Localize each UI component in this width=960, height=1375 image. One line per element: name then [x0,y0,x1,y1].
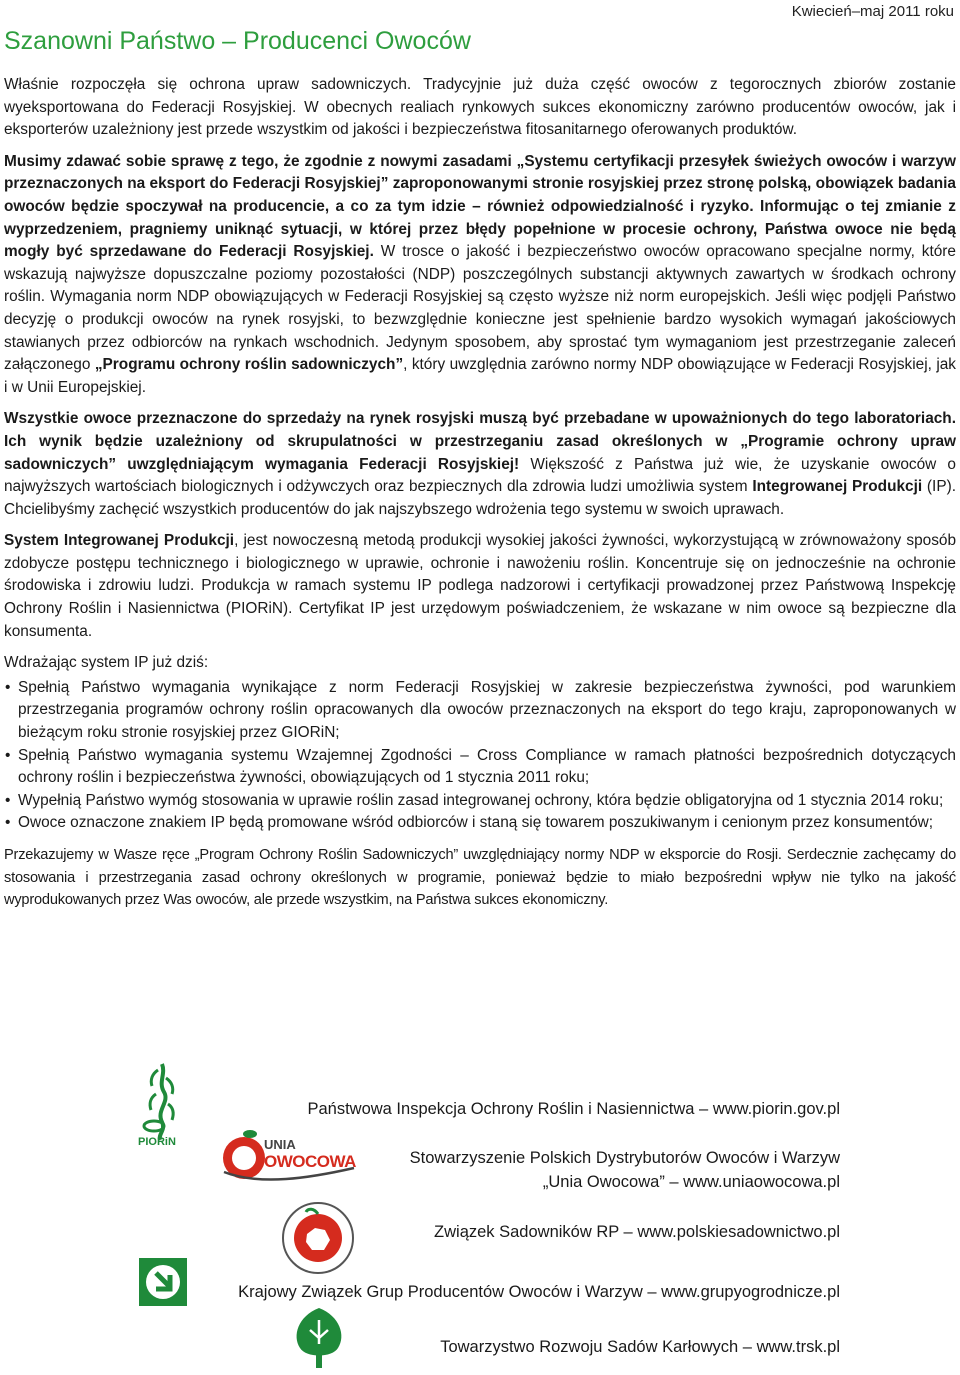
org-unia-owocowa-url: „Unia Owocowa” – www.uniaowocowa.pl [542,1173,840,1191]
ndp-text: W trosce o jakość i bezpieczeństwo owoców opracowano specjalne normy, które wskazują najwyższe dopuszczalne poziomy pozostałości (NDP) poszczególnych substancji aktywnych zawartych w środkach ochrony roślin. Wymagania norm NDP obowiązujących w Federacji Rosyjskiej są często wyższe niż norm europejskich. Jeśli więc podjęli Państwo decyzję o produkcji owoców na rynek rosyjski, to bezwzględnie konieczne jest spełnienie bardzo wysokich wymagań jakościowych stawianych przez odbiorców na rynkach wschodnich. Jedynym sposobem, aby sprostać tym wymaganiom jest przestrzeganie zaleceń załączonego [4,243,956,374]
letter-body [4,74,956,921]
certification-warning: Musimy zdawać sobie sprawę z tego, że zgodnie z nowymi zasadami „Systemu certyfikacji przesyłek świeżych owoców i warzyw przeznaczonych na eksport do Federacji Rosyjskiej” zaproponowanymi stronie rosyjskiej przez stronę polską, obowiązek badania owoców będzie spoczywał na producencie, a co za tym idzie – również odpowiedzialność i ryzyko. Informując o tej zmianie z wyprzedzeniem, pragniemy uniknąć sytuacji, w której przez błędy popełnione w procesie ochrony, Państwa owoce nie będą mogły być sprzedawane do Federacji Rosyjskiej. [4,152,956,261]
trsk-logo [288,1306,350,1370]
ip-name: Integrowanej Produkcji [752,478,923,496]
paragraph-intro: Właśnie rozpoczęła się ochrona upraw sadowniczych. Tradycyjnie już duża część owoców z tegorocznych zbiorów zostanie wyeksportowana do Federacji Rosyjskiej. W obecnych realiach rynkowych sukces ekonomiczny zarówno producentów owoców, jak i eksporterów uzależniony jest przede wszystkim od jakości i bezpieczeństwa fitosanitarnego oferowanych produktów. [4,76,956,139]
zwiazek-sadownikow-logo [280,1200,356,1276]
tree-icon [288,1306,350,1370]
org-kzgpoiw-name: Krajowy Związek Grup Producentów Owoców i Warzyw – www.grupyogrodnicze.pl [238,1283,840,1301]
kzgpoiw-logo [138,1257,188,1307]
org-trsk [440,1335,840,1359]
benefits-intro: Wdrażając system IP już dziś: [4,654,209,672]
org-zwiazek-sadownikow-name: Związek Sadowników RP – www.polskiesadownictwo.pl [434,1223,840,1241]
org-trsk-name: Towarzystwo Rozwoju Sadów Karłowych – www.trsk.pl [440,1338,840,1356]
list-item: • Wypełnią Państwo wymóg stosowania w uprawie roślin zasad integrowanej ochrony, która będzie obligatoryjna od 1 stycznia 2014 roku; [4,790,956,813]
seal-icon [280,1200,356,1276]
paragraph-certification [4,151,956,400]
org-unia-owocowa [410,1146,840,1194]
list-item: • Spełnią Państwo wymagania systemu Wzajemnej Zgodności – Cross Compliance w ramach płatności bezpośrednich dotyczących ochrony roślin i bezpieczeństwa żywności, obowiązujących od 1 stycznia 2011 roku; [4,745,956,790]
ip-system-text: , jest nowoczesną metodą produkcji wysokiej jakości żywności, wykorzystującą w zrównoważony sposób zdobycze postępu technicznego i biologicznego w uprawie, ochronie i nawożeniu roślin. Koncentruje się on jednocześnie na ochronie środowiska i zdrowiu ludzi. Produkcja w ramach systemu IP podlega nadzorowi i certyfikacji prowadzonej przez Państwową Inspekcję Ochrony Roślin i Nasiennictwa (PIORiN). Certyfikat IP jest urzędowym poświadczeniem, że wskazane w nim owoce są bezpieczne dla konsumenta. [4,532,957,640]
org-unia-owocowa-name: Stowarzyszenie Polskich Dystrybutorów Owoców i Warzyw [409,1149,840,1167]
paragraph-laboratories [4,408,956,521]
list-item: • Owoce oznaczone znakiem IP będą promowane wśród odbiorców i staną się towarem poszukiwanym i cenionym przez konsumentów; [4,812,956,835]
benefits-list [4,677,956,835]
org-piorin [307,1097,840,1121]
ip-text-end: (IP). Chcielibyśmy zachęcić wszystkich producentów do jak najszybszego wdrożenia tego systemu w swoich uprawach. [4,478,957,518]
paragraph-ip-system [4,530,956,643]
ndp-text-end: , który uwzględnia zarówno normy NDP obowiązujące w Federacji Rosyjskiej, jak i w Unii Europejskiej. [4,356,956,396]
organizations-section [0,1090,960,1370]
letter-title: Szanowni Państwo – Producenci Owoców [4,27,471,55]
unia-owocowa-logo [220,1128,355,1184]
arrow-emblem-icon [138,1257,188,1307]
piorin-logo-text: PIORiN [138,1136,176,1148]
list-item: • Spełnią Państwo wymagania wynikające z norm Federacji Rosyjskiej w zakresie bezpieczeństwa żywności, pod warunkiem przestrzegania programów ochrony roślin opracowanych dla owoców przeznaczonych na eksport do tego kraju, zaproponowanych w bieżącym roku stronie rosyjskiej przez GIORiN; [4,677,956,745]
org-zwiazek-sadownikow [434,1220,840,1244]
letter-date: Kwiecień–maj 2011 roku [791,3,954,20]
org-piorin-name: Państwowa Inspekcja Ochrony Roślin i Nasiennictwa – www.piorin.gov.pl [307,1100,840,1118]
ip-system-name: System Integrowanej Produkcji [4,532,235,550]
unia-logo-text: UNIA [264,1137,296,1152]
paragraph-closing: Przekazujemy w Wasze ręce „Program Ochrony Roślin Sadowniczych” uwzględniający normy NDP w eksporcie do Rosji. Serdecznie zachęcamy do stosowania i przestrzegania zasad ochrony określonych w programie, ponieważ będzie to miało bezpośredni wpływ nie tylko na jakość wyprodukowanych przez Was owoców, ale przede wszystkim, na Państwa sukces ekonomiczny. [4,847,956,909]
piorin-logo [136,1060,188,1150]
owocowa-logo-text: OWOCOWA [264,1152,356,1171]
program-name: „Programu ochrony roślin sadowniczych” [94,356,404,374]
org-kzgpoiw [238,1280,840,1304]
ip-text: Większość z Państwa już wie, że uzyskanie owoców o najwyższych wartościach biologicznych i odżywczych oraz bezpiecznych dla zdrowia ludzi umożliwia system [4,455,956,496]
laboratory-warning: Wszystkie owoce przeznaczone do sprzedaży na rynek rosyjski muszą być przebadane w upoważnionych do tego laboratoriach. Ich wynik będzie uzależniony od skrupulatności w przestrzeganiu zasad określonych w „Programie ochrony upraw sadowniczych” uwzględniającym wymagania Federacji Rosyjskiej! [4,410,956,473]
